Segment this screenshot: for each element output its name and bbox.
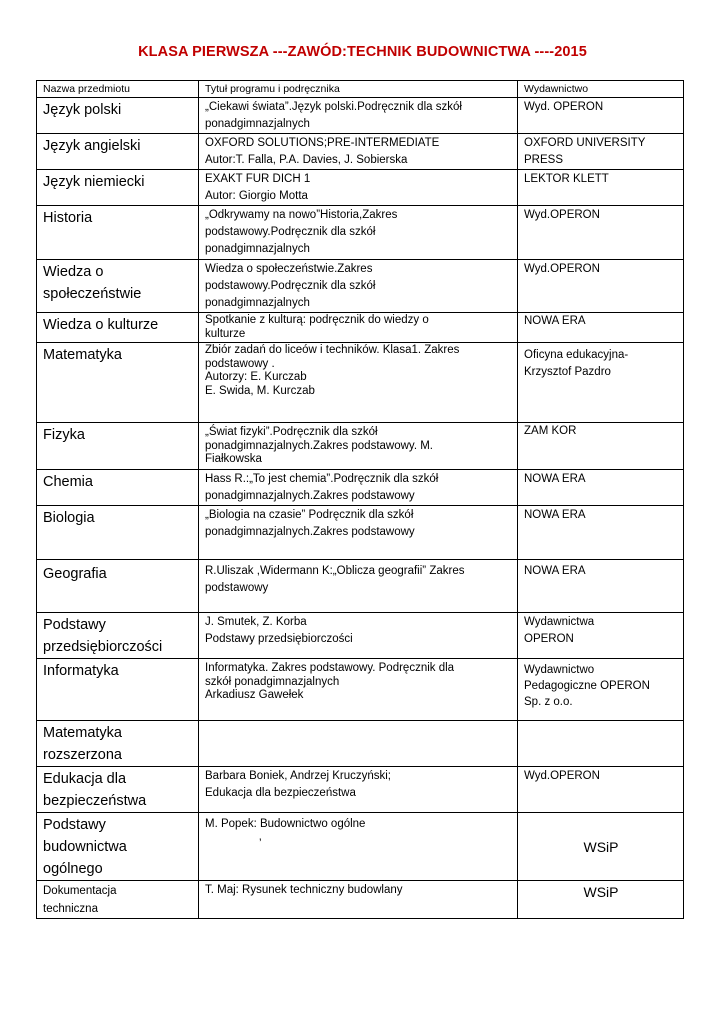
table-row xyxy=(37,206,684,260)
title-cell xyxy=(199,423,518,470)
title-text: Arkadiusz Gawełek xyxy=(205,689,304,701)
table-row xyxy=(37,506,684,560)
title-cell xyxy=(199,881,518,919)
title-text: Autor:T. Falla, P.A. Davies, J. Sobierska xyxy=(205,154,408,166)
page-title: KLASA PIERWSZA ---ZAWÓD:TECHNIK BUDOWNICTWA ----2015 xyxy=(138,44,587,60)
publisher-text: NOWA ERA xyxy=(524,565,586,577)
title-text: Autorzy: E. Kurczab xyxy=(205,371,307,383)
title-cell xyxy=(199,721,518,767)
publisher-text: Wyd.OPERON xyxy=(524,770,600,782)
subject-cell xyxy=(37,260,199,313)
subject-text: techniczna xyxy=(43,903,98,915)
title-text: podstawowy xyxy=(205,582,269,594)
subject-cell xyxy=(37,423,199,470)
publisher-text: LEKTOR KLETT xyxy=(524,173,609,185)
publisher-text: PRESS xyxy=(524,154,563,166)
title-cell xyxy=(199,659,518,721)
title-text: „Biologia na czasie” Podręcznik dla szkół xyxy=(205,509,414,521)
title-cell xyxy=(199,506,518,560)
table-row xyxy=(37,613,684,659)
publisher-text: NOWA ERA xyxy=(524,473,586,485)
title-text: R.Uliszak ,Widermann K:„Oblicza geografii” Zakres xyxy=(205,565,465,577)
title-text: Zbiór zadań do liceów i techników. Klasa1. Zakres xyxy=(205,344,460,356)
publisher-cell xyxy=(518,613,684,659)
title-cell xyxy=(199,560,518,613)
title-text: Spotkanie z kulturą: podręcznik do wiedzy o xyxy=(205,314,429,326)
subject-text: Język polski xyxy=(43,102,122,118)
publisher-cell xyxy=(518,659,684,721)
title-text: Barbara Boniek, Andrzej Kruczyński; xyxy=(205,770,392,782)
subject-text: budownictwa xyxy=(43,839,127,855)
publisher-cell xyxy=(518,313,684,343)
title-text: Edukacja dla bezpieczeństwa xyxy=(205,787,356,799)
subject-text: Matematyka xyxy=(43,347,122,363)
subject-text: Dokumentacja xyxy=(43,885,117,897)
publisher-text: Wyd. OPERON xyxy=(524,101,604,113)
subject-text: rozszerzona xyxy=(43,747,122,763)
subject-cell xyxy=(37,813,199,881)
subject-cell xyxy=(37,343,199,423)
title-text: M. Popek: Budownictwo ogólne xyxy=(205,818,366,830)
title-cell xyxy=(199,170,518,206)
table-row xyxy=(37,134,684,170)
title-cell xyxy=(199,98,518,134)
subject-text: bezpieczeństwa xyxy=(43,793,147,809)
title-cell xyxy=(199,313,518,343)
table-row xyxy=(37,98,684,134)
subject-text: Historia xyxy=(43,210,93,226)
subject-text: Biologia xyxy=(43,510,95,526)
title-text: EXAKT FUR DICH 1 xyxy=(205,173,311,185)
publisher-text: Wyd.OPERON xyxy=(524,209,600,221)
table-row xyxy=(37,560,684,613)
title-text: ponadgimnazjalnych.Zakres podstawowy xyxy=(205,526,415,538)
publisher-cell xyxy=(518,470,684,506)
publisher-cell xyxy=(518,343,684,423)
title-cell xyxy=(199,470,518,506)
subject-text: Geografia xyxy=(43,566,107,582)
subject-cell xyxy=(37,881,199,919)
title-cell xyxy=(199,813,518,881)
subject-cell xyxy=(37,613,199,659)
subject-text: Wiedza o xyxy=(43,264,104,280)
publisher-cell xyxy=(518,560,684,613)
table-row xyxy=(37,343,684,423)
publisher-text: Wydawnictwa xyxy=(524,616,595,628)
publisher-text: Wyd.OPERON xyxy=(524,263,600,275)
table-row xyxy=(37,260,684,313)
title-text: podstawowy.Podręcznik dla szkół xyxy=(205,226,376,238)
publisher-text: WSiP xyxy=(583,839,619,855)
header-publisher: Wydawnictwo xyxy=(518,81,684,98)
publisher-text: Oficyna edukacyjna- xyxy=(524,349,629,361)
title-text: Hass R.:„To jest chemia”.Podręcznik dla szkół xyxy=(205,473,439,485)
subject-text: Fizyka xyxy=(43,427,85,443)
publisher-cell xyxy=(518,813,684,881)
subject-cell xyxy=(37,98,199,134)
publisher-cell xyxy=(518,721,684,767)
title-cell xyxy=(199,134,518,170)
title-text: J. Smutek, Z. Korba xyxy=(205,616,307,628)
publisher-cell xyxy=(518,423,684,470)
publisher-text: NOWA ERA xyxy=(524,509,586,521)
publisher-cell xyxy=(518,206,684,260)
publisher-text: Pedagogiczne OPERON xyxy=(524,680,650,692)
table-row xyxy=(37,767,684,813)
title-text: Informatyka. Zakres podstawowy. Podręcznik dla xyxy=(205,662,455,674)
title-text: ponadgimnazjalnych.Zakres podstawowy. M. xyxy=(205,439,433,452)
publisher-cell xyxy=(518,170,684,206)
title-cell xyxy=(199,206,518,260)
title-cell xyxy=(199,767,518,813)
subject-cell xyxy=(37,560,199,613)
title-text: „Świat fizyki”.Podręcznik dla szkół xyxy=(205,426,378,438)
title-text: ponadgimnazjalnych xyxy=(205,243,310,255)
title-text: Podstawy przedsiębiorczości xyxy=(205,633,353,645)
publisher-cell xyxy=(518,260,684,313)
publisher-cell xyxy=(518,767,684,813)
title-text: szkół ponadgimnazjalnych xyxy=(205,675,340,688)
publisher-text: OPERON xyxy=(524,633,574,645)
table-row xyxy=(37,659,684,721)
publisher-text: NOWA ERA xyxy=(524,315,586,327)
subject-text: przedsiębiorczości xyxy=(43,639,163,655)
title-cell xyxy=(199,260,518,313)
title-cell xyxy=(199,343,518,423)
subject-text: Wiedza o kulturze xyxy=(43,317,159,333)
subject-cell xyxy=(37,206,199,260)
title-text: ponadgimnazjalnych xyxy=(205,297,310,309)
subject-text: Podstawy xyxy=(43,617,106,633)
title-text: OXFORD SOLUTIONS;PRE-INTERMEDIATE xyxy=(205,137,440,149)
title-text: Fiałkowska xyxy=(205,453,262,465)
publisher-text: Krzysztof Pazdro xyxy=(524,366,611,378)
table-header-row xyxy=(37,81,684,98)
table-row xyxy=(37,470,684,506)
header-title: Tytuł programu i podręcznika xyxy=(199,81,518,98)
subject-text: Matematyka xyxy=(43,725,122,741)
title-text: podstawowy.Podręcznik dla szkół xyxy=(205,280,376,292)
title-text: Autor: Giorgio Motta xyxy=(205,190,308,202)
title-text: ponadgimnazjalnych.Zakres podstawowy xyxy=(205,490,415,502)
textbook-table xyxy=(36,80,684,919)
publisher-text: Wydawnictwo xyxy=(524,664,595,676)
subject-cell xyxy=(37,170,199,206)
subject-cell xyxy=(37,313,199,343)
title-cell xyxy=(199,613,518,659)
subject-cell xyxy=(37,134,199,170)
title-text: E. Swida, M. Kurczab xyxy=(205,384,315,397)
publisher-text: Sp. z o.o. xyxy=(524,696,573,708)
subject-text: Język angielski xyxy=(43,138,141,154)
publisher-text: OXFORD UNIVERSITY xyxy=(524,137,646,149)
table-row xyxy=(37,423,684,470)
subject-text: Podstawy xyxy=(43,817,106,833)
subject-text: Chemia xyxy=(43,474,93,490)
table-row xyxy=(37,170,684,206)
subject-text: Język niemiecki xyxy=(43,174,145,190)
title-text: podstawowy . xyxy=(205,357,275,370)
table-row xyxy=(37,313,684,343)
title-text: ponadgimnazjalnych xyxy=(205,118,310,130)
publisher-cell xyxy=(518,134,684,170)
subject-cell xyxy=(37,721,199,767)
subject-text: społeczeństwie xyxy=(43,286,142,302)
subject-cell xyxy=(37,506,199,560)
publisher-cell xyxy=(518,506,684,560)
title-text: T. Maj: Rysunek techniczny budowlany xyxy=(205,884,403,896)
subject-cell xyxy=(37,659,199,721)
subject-cell xyxy=(37,470,199,506)
title-text: Wiedza o społeczeństwie.Zakres xyxy=(205,263,373,275)
subject-text: ogólnego xyxy=(43,861,103,877)
header-subject: Nazwa przedmiotu xyxy=(37,81,199,98)
subject-text: Informatyka xyxy=(43,663,119,679)
title-text: „Odkrywamy na nowo”Historia,Zakres xyxy=(205,209,398,221)
table-row xyxy=(37,721,684,767)
publisher-text: WSiP xyxy=(583,884,619,900)
publisher-text: ZAM KOR xyxy=(524,425,577,437)
title-mark: ’ xyxy=(259,838,262,850)
subject-cell xyxy=(37,767,199,813)
table-row xyxy=(37,881,684,919)
subject-text: Edukacja dla xyxy=(43,771,127,787)
publisher-cell xyxy=(518,98,684,134)
title-text: kulturze xyxy=(205,327,246,340)
title-text: „Ciekawi świata”.Język polski.Podręcznik dla szkół xyxy=(205,101,462,113)
table-row xyxy=(37,813,684,881)
publisher-cell xyxy=(518,881,684,919)
